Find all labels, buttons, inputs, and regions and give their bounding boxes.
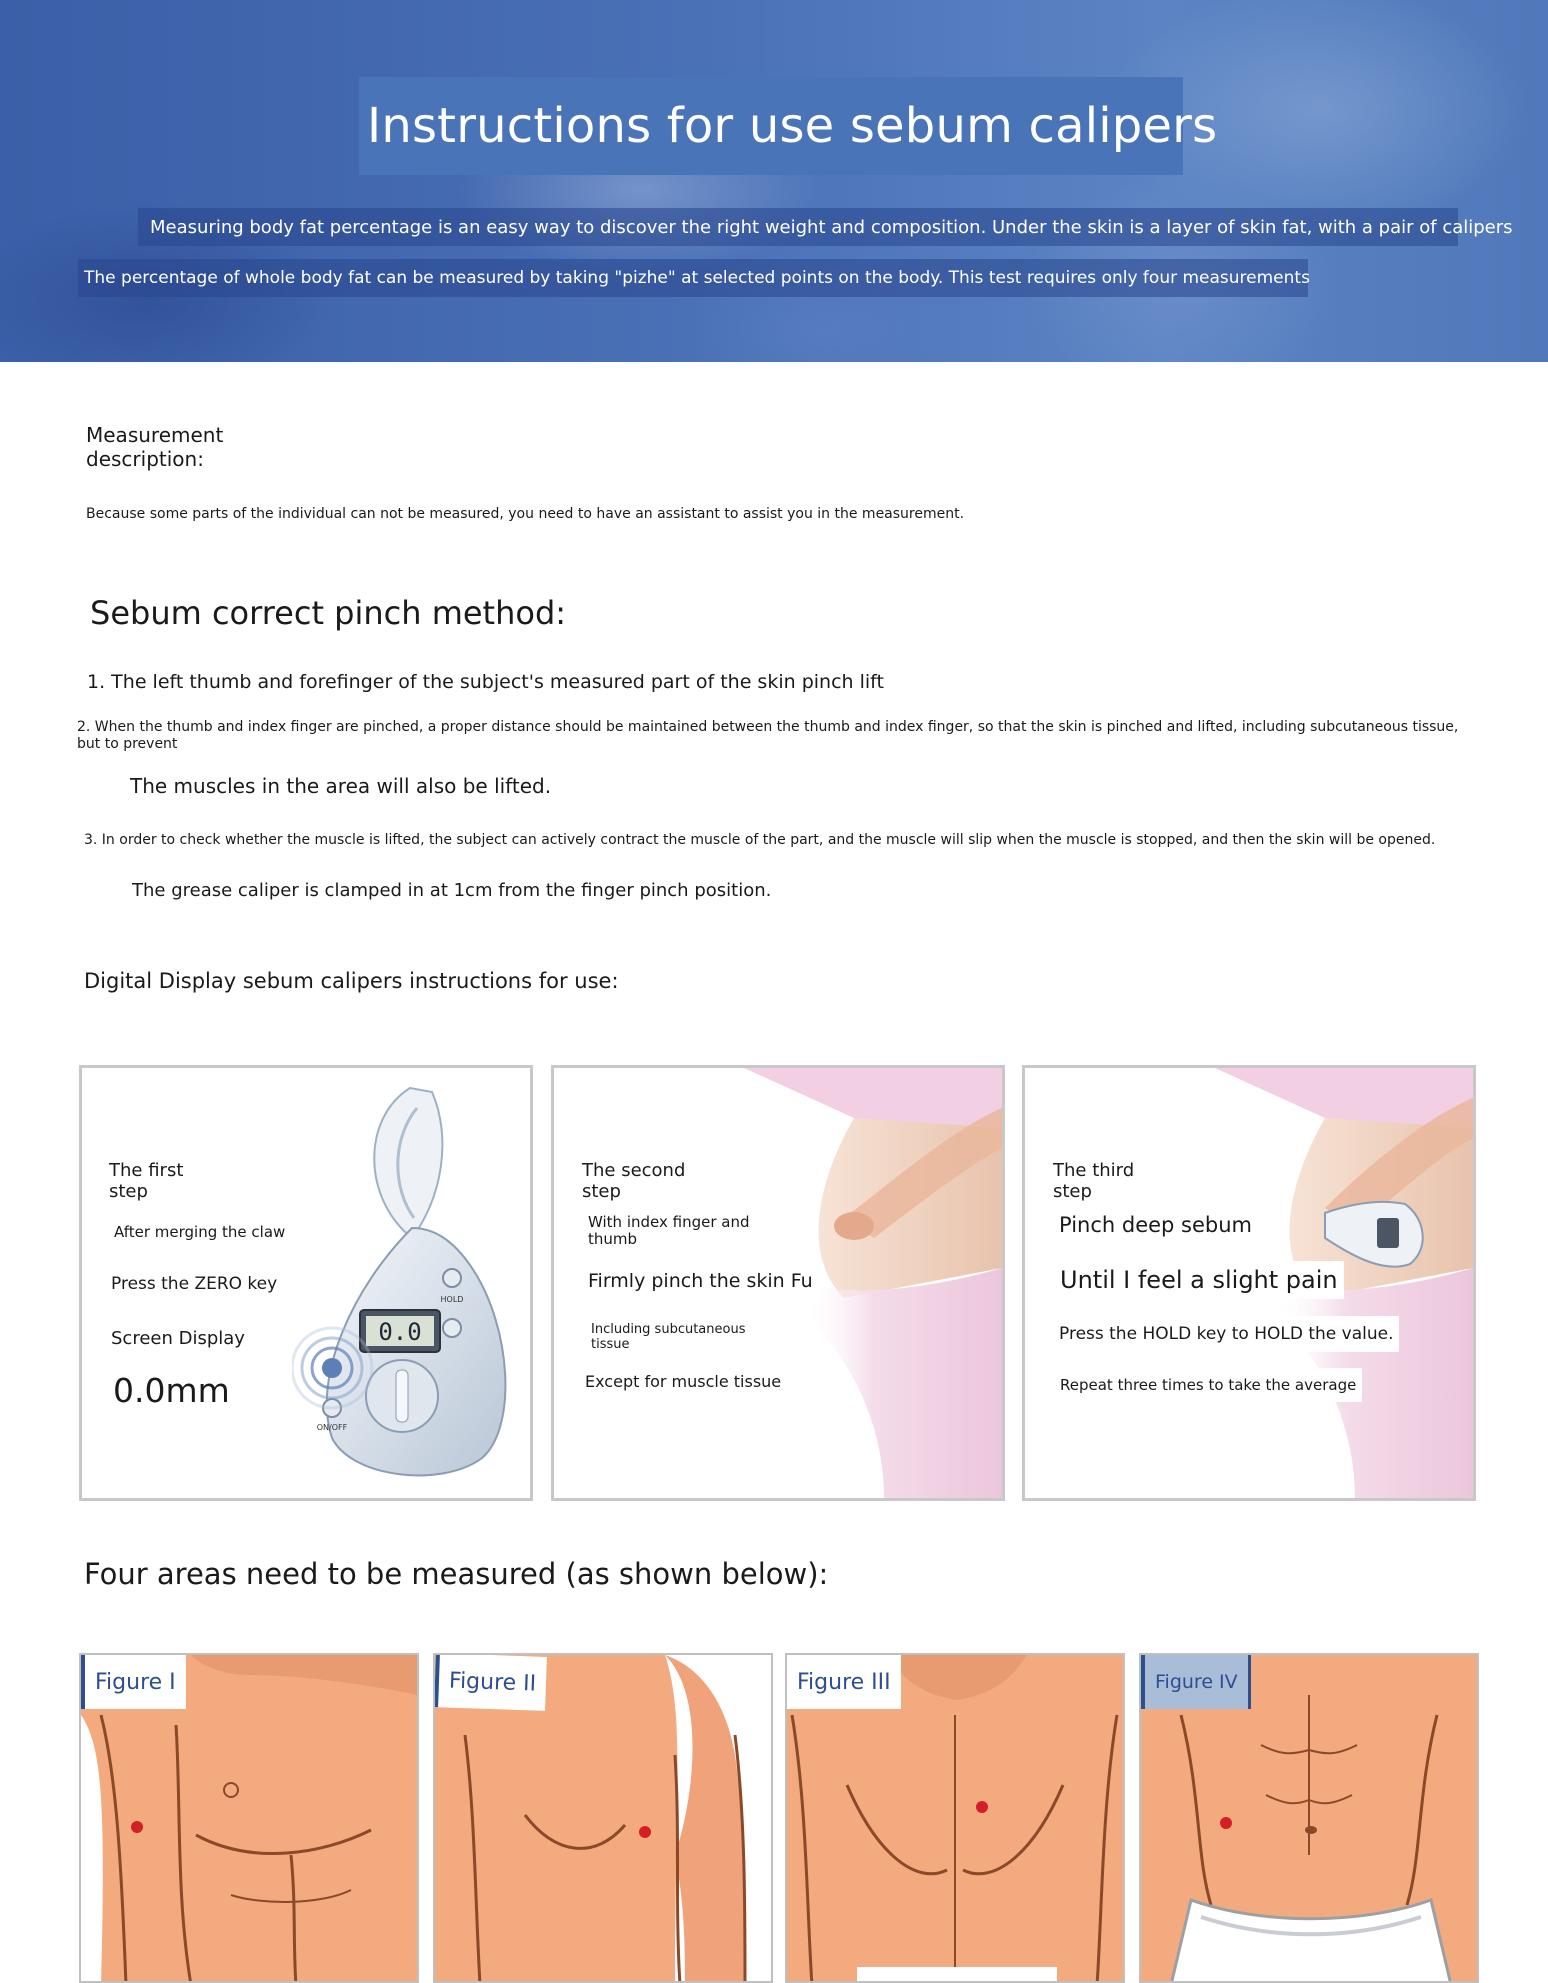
step-1-display-reading: 0.0mm <box>113 1371 230 1410</box>
description-text: Because some parts of the individual can not be measured, you need to have an assistant to assist you in the measurement. <box>86 506 965 522</box>
step-1-title: The first step <box>109 1160 184 1202</box>
pinch-step-1: 1. The left thumb and forefinger of the subject's measured part of the skin pinch lift <box>87 671 884 693</box>
step-2-line-2: Firmly pinch the skin Fu <box>582 1262 819 1300</box>
pinch-step-2: 2. When the thumb and index finger are pinched, a proper distance should be maintained between the thumb and index finger, so that the skin is pinched and lifted, including subcutaneous tissue, but to prevent <box>77 719 1459 752</box>
pinch-step-3-continued: The grease caliper is clamped in at 1cm from the finger pinch position. <box>132 880 772 901</box>
figure-4-label: Figure IV <box>1141 1655 1251 1709</box>
figure-1-label: Figure I <box>81 1655 186 1709</box>
onoff-label: ON/OFF <box>316 1423 348 1432</box>
measure-point-2 <box>639 1826 651 1838</box>
measure-point-4 <box>1220 1817 1232 1829</box>
step-2-line-4: Except for muscle tissue <box>579 1364 787 1399</box>
step-2-line-1: With index finger and thumb <box>582 1211 784 1251</box>
description-heading: Measurement description: <box>86 423 224 471</box>
hero-banner <box>0 0 1548 362</box>
hold-label: HOLD <box>440 1295 464 1304</box>
step-panel-3 <box>1022 1065 1476 1501</box>
title-box <box>359 77 1218 175</box>
step-3-line-2: Until I feel a slight pain <box>1054 1261 1344 1299</box>
caliper-display-value: 0.0 <box>378 1318 422 1346</box>
step-2-title: The second step <box>582 1160 686 1202</box>
step-3-line-3: Press the HOLD key to HOLD the value. <box>1053 1316 1399 1352</box>
measure-point-3 <box>976 1801 988 1813</box>
measure-point-1 <box>131 1821 143 1833</box>
caliper-illustration <box>292 1078 532 1498</box>
step-1-line-1: After merging the claw <box>114 1223 286 1241</box>
areas-heading: Four areas need to be measured (as shown below): <box>84 1557 829 1591</box>
intro-line-2: The percentage of whole body fat can be measured by taking "pizhe" at selected points on the body. This test requires only four measurements <box>78 259 1308 297</box>
pinch-method-heading: Sebum correct pinch method: <box>90 594 567 632</box>
step-panel-1 <box>79 1065 533 1501</box>
intro-line-1: Measuring body fat percentage is an easy way to discover the right weight and composition. Under the skin is a layer of skin fat, with a pair of calipers <box>138 208 1458 246</box>
figure-4-panel <box>1139 1653 1479 1983</box>
figure-2-label: Figure II <box>434 1653 547 1711</box>
step-3-line-1: Pinch deep sebum <box>1051 1207 1260 1243</box>
pinch-step-3: 3. In order to check whether the muscle is lifted, the subject can actively contract the muscle of the part, and the muscle will slip when the muscle is stopped, and then the skin will be opened. <box>84 832 1436 848</box>
digital-instructions-heading: Digital Display sebum calipers instructions for use: <box>84 969 619 993</box>
page-title: Instructions for use sebum calipers <box>367 98 1218 154</box>
step-3-line-4: Repeat three times to take the average <box>1054 1368 1362 1402</box>
step-1-line-3: Screen Display <box>111 1328 245 1349</box>
figure-3-label: Figure III <box>787 1655 901 1709</box>
figure-2-panel <box>433 1653 773 1983</box>
step-1-line-2: Press the ZERO key <box>111 1274 278 1294</box>
pinch-step-2-continued: The muscles in the area will also be lifted. <box>130 774 552 798</box>
figure-3-panel <box>785 1653 1125 1983</box>
step-2-line-3: Including subcutaneous tissue <box>585 1319 782 1355</box>
step-3-title: The third step <box>1053 1160 1135 1202</box>
figure-1-panel <box>79 1653 419 1983</box>
step-panel-2 <box>551 1065 1005 1501</box>
